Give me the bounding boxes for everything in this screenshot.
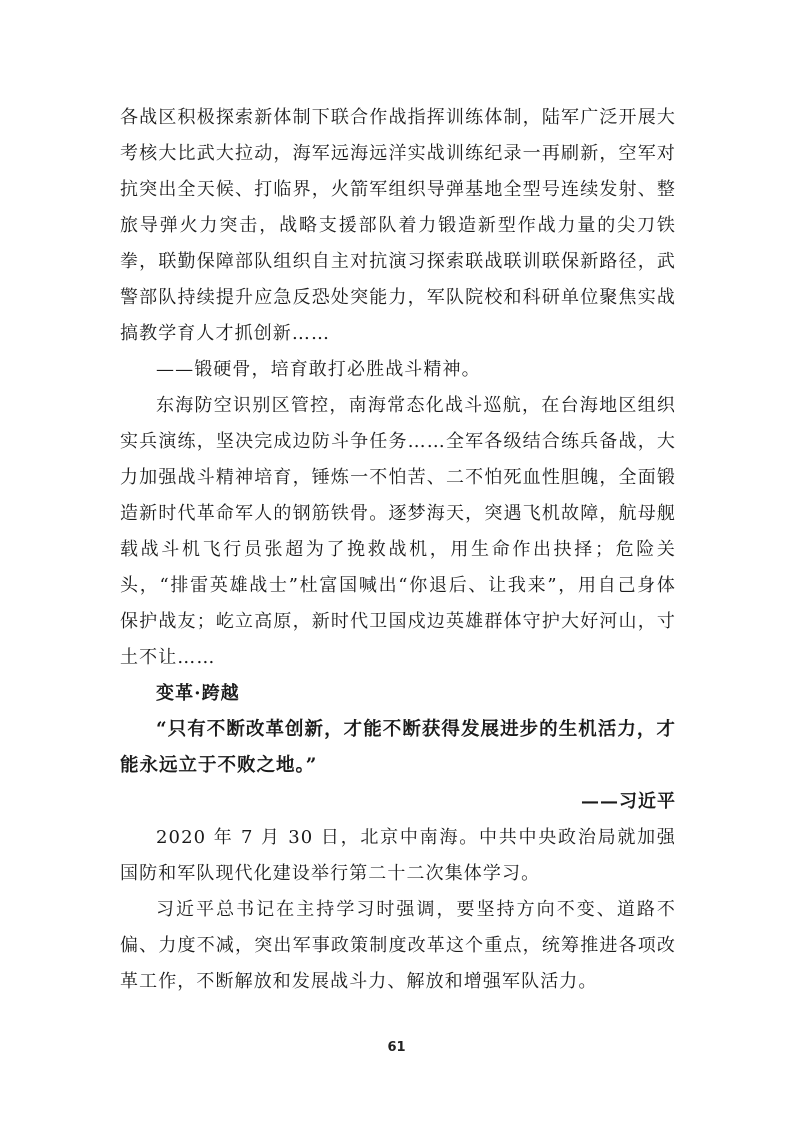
paragraph-subheading-spirit: ——锻硬骨，培育敢打必胜战斗精神。 — [156, 359, 481, 380]
page-body — [120, 100, 676, 1000]
page-number: 61 — [387, 1040, 406, 1055]
paragraph-training: 各战区积极探索新体制下联合作战指挥训练体制，陆军广泛开展大考核大比武大拉动，海军远海远洋实战训练纪录一再刷新，空军对抗突出全天候、打临界，火箭军组织导弹基地全型号连续发射、整旅导弹火力突击，战略支援部队着力锻造新型作战力量的尖刀铁拳，联勤保障部队组织自主对抗演习探索联战联训联保新路径，武警部队持续提升应急反恐处突能力，军队院校和科研单位聚焦实战搞教学育人才抓创新…… — [120, 107, 676, 344]
quote-attribution: ——习近平 — [581, 791, 676, 812]
quote-block: “只有不断改革创新，才能不断获得发展进步的生机活力，才能永远立于不败之地。” — [120, 719, 676, 776]
paragraph-fighting-spirit: 东海防空识别区管控，南海常态化战斗巡航，在台海地区组织实兵演练，坚决完成边防斗争任务……全军各级结合练兵备战，大力加强战斗精神培育，锤炼一不怕苦、二不怕死血性胆魄，全面锻造新时代革命军人的钢筋铁骨。逐梦海天，突遇飞机故障，航母舰载战斗机飞行员张超为了挽救战机，用生命作出抉择；危险关头，“排雷英雄战士”杜富国喊出“你退后、让我来”，用自己身体保护战友；屹立高原，新时代卫国戍边英雄群体守护大好河山，寸土不让…… — [120, 395, 676, 668]
paragraph-politburo-study: 2020 年 7 月 30 日，北京中南海。中共中央政治局就加强国防和军队现代化建设举行第二十二次集体学习。 — [120, 827, 676, 884]
paragraph-reform-emphasis: 习近平总书记在主持学习时强调，要坚持方向不变、道路不偏、力度不减，突出军事政策制度改革这个重点，统筹推进各项改革工作，不断解放和发展战斗力、解放和增强军队活力。 — [120, 899, 676, 992]
section-heading: 变革·跨越 — [156, 683, 240, 704]
